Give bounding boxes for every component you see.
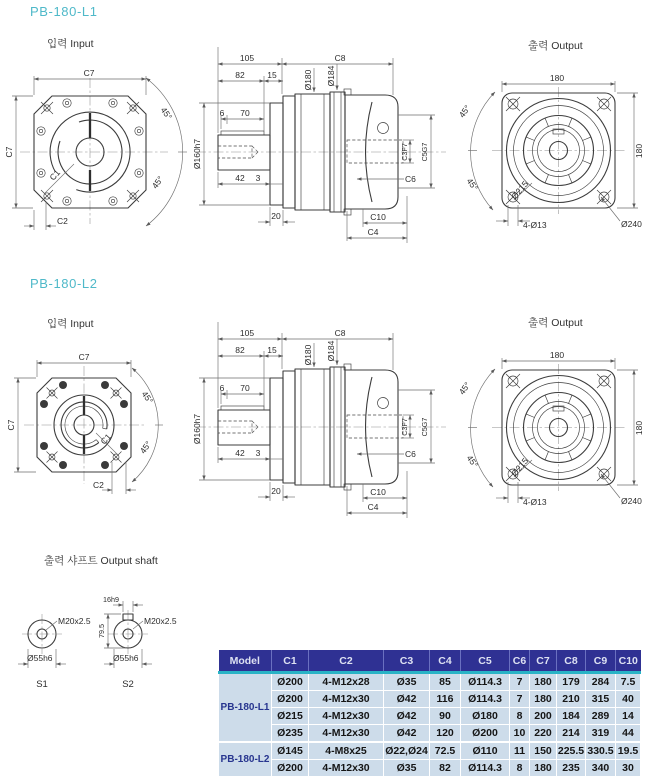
col-c3: C3 xyxy=(384,650,430,673)
cell: 116 xyxy=(430,691,461,708)
cell: Ø35 xyxy=(384,673,430,691)
cell: 82 xyxy=(430,760,461,776)
dim-dia215: Ø215 xyxy=(509,178,531,202)
col-c6: C6 xyxy=(510,650,530,673)
cell: 319 xyxy=(586,725,616,743)
dim-45-lower: 45° xyxy=(149,174,166,191)
dim-c2: C2 xyxy=(57,216,68,226)
dim-shaft-dia: Ø55h6 xyxy=(113,653,139,663)
cell: Ø200 xyxy=(272,673,309,691)
model-cell: PB-180-L2 xyxy=(219,742,272,776)
cell: 330.5 xyxy=(586,742,616,760)
dim-c5g7: C5G7 xyxy=(420,142,429,162)
dim-3: 3 xyxy=(255,173,261,183)
cell: 179 xyxy=(557,673,586,691)
cell: Ø200 xyxy=(272,691,309,708)
cell: 8 xyxy=(510,708,530,725)
dim-70: 70 xyxy=(240,108,250,118)
dim-dia160h7: Ø160h7 xyxy=(192,138,202,170)
dim-thread: M20x2.5 xyxy=(144,616,177,626)
cell: 8 xyxy=(510,760,530,776)
cell: 120 xyxy=(430,725,461,743)
cell: 4-M12x28 xyxy=(309,673,384,691)
output-shaft-title: 출력 샤프트 Output shaft xyxy=(44,555,158,567)
col-c9: C9 xyxy=(586,650,616,673)
cell: Ø114.3 xyxy=(461,760,510,776)
cell: 19.5 xyxy=(616,742,641,760)
cell: 180 xyxy=(530,691,557,708)
dim-45-upper: 45° xyxy=(158,105,175,122)
dim-c3f7: C3F7 xyxy=(400,143,409,161)
cell: 235 xyxy=(557,760,586,776)
dim-42: 42 xyxy=(235,173,245,183)
cell: 289 xyxy=(586,708,616,725)
cell: 72.5 xyxy=(430,742,461,760)
output-view xyxy=(457,39,644,230)
dim-180-right: 180 xyxy=(634,143,644,159)
cell: 214 xyxy=(557,725,586,743)
dim-45-upper: 45° xyxy=(456,103,473,120)
side-view xyxy=(192,47,446,243)
cell: Ø42 xyxy=(384,708,430,725)
cell: 4-M12x30 xyxy=(309,760,384,776)
cell: 7.5 xyxy=(616,673,641,691)
dim-180-top: 180 xyxy=(549,73,565,83)
table-row xyxy=(219,708,641,725)
cell: 180 xyxy=(530,760,557,776)
table-header-row xyxy=(219,650,641,673)
cell: 4-M12x30 xyxy=(309,691,384,708)
cell: 30 xyxy=(616,760,641,776)
col-c7: C7 xyxy=(530,650,557,673)
dim-15: 15 xyxy=(267,70,277,80)
shaft-s2-label: S2 xyxy=(122,679,134,690)
cell: 340 xyxy=(586,760,616,776)
cell: Ø22,Ø24 xyxy=(384,742,430,760)
cell: 315 xyxy=(586,691,616,708)
cell: 4-M8x25 xyxy=(309,742,384,760)
col-c8: C8 xyxy=(557,650,586,673)
input-label: 입력 Input xyxy=(47,38,94,50)
cell: 200 xyxy=(530,708,557,725)
cell: 44 xyxy=(616,725,641,743)
table-row xyxy=(219,725,641,743)
table-row xyxy=(219,673,641,691)
dim-thread: M20x2.5 xyxy=(58,616,91,626)
cell: 11 xyxy=(510,742,530,760)
cell: Ø35 xyxy=(384,760,430,776)
dim-key-width: 16h9 xyxy=(103,595,119,604)
cell: 150 xyxy=(530,742,557,760)
dim-c2: C2 xyxy=(93,480,104,490)
cell: 180 xyxy=(530,673,557,691)
dim-dia240: Ø240 xyxy=(621,219,642,229)
dim-45-lower: 45° xyxy=(464,176,481,193)
cell: Ø235 xyxy=(272,725,309,743)
output-shaft-s1 xyxy=(18,614,91,690)
l2-output-view xyxy=(457,316,644,507)
dim-45-lower: 45° xyxy=(137,439,154,456)
table-row xyxy=(219,691,641,708)
dim-105: 105 xyxy=(239,53,255,63)
cell: Ø215 xyxy=(272,708,309,725)
cell: Ø200 xyxy=(461,725,510,743)
output-shaft-section xyxy=(18,554,177,690)
section-title-l1: PB-180-L1 xyxy=(30,4,98,19)
col-c1: C1 xyxy=(272,650,309,673)
cell: 220 xyxy=(530,725,557,743)
dim-c1: C1 xyxy=(47,167,63,183)
col-c2: C2 xyxy=(309,650,384,673)
dim-82: 82 xyxy=(235,70,245,80)
cell: 90 xyxy=(430,708,461,725)
cell: Ø110 xyxy=(461,742,510,760)
cell: 4-M12x30 xyxy=(309,708,384,725)
dim-c8: C8 xyxy=(334,53,346,63)
dim-c1: C1 xyxy=(98,431,114,447)
l1-input-view xyxy=(4,37,187,230)
model-cell: PB-180-L1 xyxy=(219,673,272,743)
cell: Ø114.3 xyxy=(461,673,510,691)
cell: Ø114.3 xyxy=(461,691,510,708)
dim-4xd13: 4-Ø13 xyxy=(523,220,547,230)
dim-20: 20 xyxy=(271,211,281,221)
section-title-l2: PB-180-L2 xyxy=(30,276,98,291)
l2-side-view xyxy=(192,322,446,518)
cell: 4-M12x30 xyxy=(309,725,384,743)
table-row xyxy=(219,760,641,776)
dim-dia184: Ø184 xyxy=(326,65,336,87)
col-c5: C5 xyxy=(461,650,510,673)
cell: Ø180 xyxy=(461,708,510,725)
dim-c7-top: C7 xyxy=(83,68,95,78)
input-label: 입력 Input xyxy=(47,318,94,330)
col-c10: C10 xyxy=(616,650,641,673)
cell: 7 xyxy=(510,673,530,691)
cell: Ø200 xyxy=(272,760,309,776)
output-shaft-s2 xyxy=(97,595,177,690)
cell: 7 xyxy=(510,691,530,708)
cell: 14 xyxy=(616,708,641,725)
dim-c10: C10 xyxy=(370,212,386,222)
dim-c7-top: C7 xyxy=(78,352,90,362)
col-model: Model xyxy=(219,650,272,673)
dim-c6: C6 xyxy=(405,174,416,184)
dim-c7-left: C7 xyxy=(6,419,16,431)
cell: 184 xyxy=(557,708,586,725)
cell: 85 xyxy=(430,673,461,691)
cell: 284 xyxy=(586,673,616,691)
dim-6: 6 xyxy=(219,108,225,118)
cell: Ø42 xyxy=(384,725,430,743)
col-c4: C4 xyxy=(430,650,461,673)
dim-c7-left: C7 xyxy=(4,146,14,158)
cell: 210 xyxy=(557,691,586,708)
cell: 225.5 xyxy=(557,742,586,760)
l2-input-view xyxy=(6,317,163,494)
cell: 10 xyxy=(510,725,530,743)
dim-shaft-dia: Ø55h6 xyxy=(27,653,53,663)
spec-table xyxy=(218,650,641,776)
shaft-s1-label: S1 xyxy=(36,679,48,690)
dim-c4: C4 xyxy=(367,227,379,237)
dim-45-upper: 45° xyxy=(139,389,156,406)
cell: 40 xyxy=(616,691,641,708)
table-row xyxy=(219,742,641,760)
dim-dia180: Ø180 xyxy=(303,69,313,91)
cell: Ø42 xyxy=(384,691,430,708)
cell: Ø145 xyxy=(272,742,309,760)
output-label: 출력 Output xyxy=(528,40,583,52)
dim-key-height: 79.5 xyxy=(97,624,106,638)
